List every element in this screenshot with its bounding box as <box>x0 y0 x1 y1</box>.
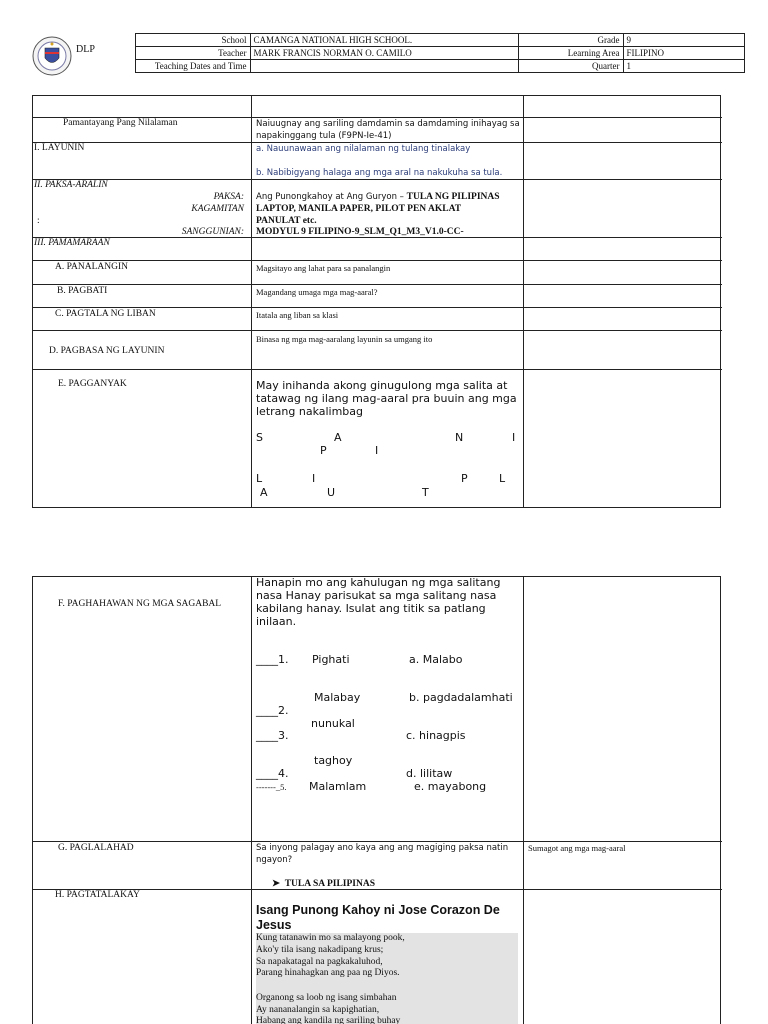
panalangin-label: A. PANALANGIN <box>55 262 129 272</box>
scrambled-letter: I <box>512 431 516 444</box>
poem-line: Ay nananalangin sa kapighatian, <box>256 1005 380 1015</box>
school-value: CAMANGA NATIONAL HIGH SCHOOL. <box>250 34 518 47</box>
kagamitan-label: KAGAMITAN <box>191 204 244 214</box>
row-line <box>32 237 722 238</box>
teacher-value: MARK FRANCIS NORMAN O. CAMILO <box>250 47 518 60</box>
poem-line: Habang ang kandila ng sariling buhay <box>256 1016 401 1024</box>
poem-title-1: Isang Punong Kahoy ni Jose Corazon De <box>256 903 500 917</box>
col-divider-1 <box>251 95 252 508</box>
logo-cell <box>32 34 135 47</box>
pamantayan-text-2: napakinggang tula (F9PN-Ie-41) <box>256 131 392 141</box>
pagganyak-text-2: tatawag ng ilang mag-aaral pra buuin ang mga <box>256 392 517 405</box>
sanggunian-label: SANGGUNIAN: <box>181 227 244 237</box>
layunin-label: I. LAYUNIN <box>34 143 85 153</box>
paglalahad-label: G. PAGLALAHAD <box>58 843 134 853</box>
item-word: Malamlam <box>309 780 367 793</box>
dates-value <box>250 60 518 73</box>
poem-line: Sa napakatagal na pagkakaluhod, <box>256 957 383 967</box>
dlp-label: DLP <box>76 44 95 55</box>
paksa-label: PAKSA: <box>213 192 244 202</box>
row-line <box>32 284 722 285</box>
scrambled-letter: I <box>312 472 316 485</box>
col-divider-2 <box>523 576 524 1024</box>
item-choice: c. hinagpis <box>406 729 466 742</box>
quarter-value: 1 <box>623 60 744 73</box>
kagamitan-1: LAPTOP, MANILA PAPER, PILOT PEN AKLAT <box>256 204 462 214</box>
pagbati-label: B. PAGBATI <box>57 286 108 296</box>
paksa-bold: TULA NG PILIPINAS <box>406 192 500 202</box>
sanggunian-text: MODYUL 9 FILIPINO-9_SLM_Q1_M3_V1.0-CC- <box>256 227 464 237</box>
pagbasa-label: D. PAGBASA NG LAYUNIN <box>49 346 165 356</box>
pamamaraan-label: III. PAMAMARAAN <box>34 238 110 248</box>
paglalahad-bullet-text: TULA SA PILIPINAS <box>284 879 375 889</box>
item-word: Malabay <box>314 691 361 704</box>
item-number: ____2. <box>256 704 289 717</box>
paglalahad-text-1: Sa inyong palagay ano kaya ang ang magiging paksa natin <box>256 843 509 853</box>
kagamitan-2: PANULAT etc. <box>256 216 317 226</box>
pagganyak-text-3: letrang nakalimbag <box>256 405 364 418</box>
scrambled-letter: P <box>461 472 468 485</box>
learning-area-label: Learning Area <box>518 47 623 60</box>
scrambled-letter: L <box>499 472 506 485</box>
scrambled-letter: N <box>455 431 464 444</box>
scrambled-letter: U <box>327 486 336 499</box>
item-word: Pighati <box>312 653 350 666</box>
pagganyak-label: E. PAGGANYAK <box>58 379 127 389</box>
item-choice: b. pagdadalamhati <box>409 691 513 704</box>
pagbasa-text: Binasa ng mga mag-aaralang layunin sa umgang ito <box>256 334 433 344</box>
scrambled-letter: P <box>320 444 327 457</box>
paglalahad-bullet <box>272 878 375 889</box>
row-line <box>32 369 722 370</box>
poem-line: Ako'y tila isang nakadipang krus; <box>256 945 384 955</box>
dates-label: Teaching Dates and Time <box>135 60 250 73</box>
grade-value: 9 <box>623 34 744 47</box>
item-number: ____1. <box>256 653 289 666</box>
item-choice: d. lilitaw <box>406 767 453 780</box>
item-choice: e. mayabong <box>414 780 487 793</box>
pamantayan-text-1: Naiuugnay ang sariling damdamin sa damdaming inihayag sa <box>256 119 520 129</box>
learning-area-value: FILIPINO <box>623 47 744 60</box>
pagbati-text: Magandang umaga mga mag-aaral? <box>256 287 378 297</box>
item-number: ____4. <box>256 767 289 780</box>
pamantayan-label: Pamantayang Pang Nilalaman <box>63 118 178 128</box>
scrambled-letter: S <box>256 431 263 444</box>
col-divider-2 <box>523 95 524 508</box>
row-line <box>32 142 722 143</box>
item-word: taghoy <box>314 754 353 767</box>
row-line <box>32 260 722 261</box>
poem-line: Kung tatanawin mo sa malayong pook, <box>256 933 405 943</box>
pagtala-text: Itatala ang liban sa klasi <box>256 310 339 320</box>
item-number: ____3. <box>256 729 289 742</box>
scrambled-letter: L <box>256 472 263 485</box>
row-line <box>32 179 722 180</box>
poem-line: Organong sa loob ng isang simbahan <box>256 993 397 1003</box>
poem-title-2: Jesus <box>256 918 292 932</box>
paglalahad-response: Sumagot ang mga mag-aaral <box>528 843 626 853</box>
panalangin-text: Magsitayo ang lahat para sa panalangin <box>256 263 391 273</box>
scrambled-letter: A <box>260 486 268 499</box>
item-choice: a. Malabo <box>409 653 463 666</box>
teacher-label: Teacher <box>135 47 250 60</box>
paghahawan-instruction-3: kabilang hanay. Isulat ang titik sa patlang <box>256 602 486 615</box>
row-line <box>32 330 722 331</box>
school-label: School <box>135 34 250 47</box>
quarter-label: Quarter <box>518 60 623 73</box>
row-line <box>32 841 722 842</box>
row-line <box>32 307 722 308</box>
scrambled-letter: I <box>375 444 379 457</box>
logo-cell-2 <box>32 47 135 60</box>
layunin-b: b. Nabibigyang halaga ang mga aral na nakukuha sa tula. <box>256 168 503 178</box>
pagtala-label: C. PAGTALA NG LIBAN <box>55 309 156 319</box>
pagtatalakay-label: H. PAGTATALAKAY <box>55 890 140 900</box>
poem-line: Parang hinahagkan ang paa ng Diyos. <box>256 968 400 978</box>
header-table <box>32 33 745 73</box>
paghahawan-instruction-1: Hanapin mo ang kahulugan ng mga salitang <box>256 576 501 589</box>
layunin-a: a. Nauunawaan ang nilalaman ng tulang tinalakay <box>256 144 471 154</box>
paksa-aralin-label: II. PAKSA-ARALIN <box>34 180 108 190</box>
item-word: nunukal <box>311 717 355 730</box>
paghahawan-instruction-4: inilaan. <box>256 615 297 628</box>
pagganyak-text-1: May inihanda akong ginugulong mga salita at <box>256 379 508 392</box>
paghahawan-label: F. PAGHAHAWAN NG MGA SAGABAL <box>58 599 222 609</box>
arrow-bullet-icon: ➤ <box>272 879 280 889</box>
logo-cell-3 <box>32 60 135 73</box>
grade-label: Grade <box>518 34 623 47</box>
paglalahad-text-2: ngayon? <box>256 855 293 865</box>
col-divider-1 <box>251 576 252 1024</box>
paghahawan-instruction-2: nasa Hanay parisukat sa mga salitang nasa <box>256 589 497 602</box>
paksa-text: Ang Punongkahoy at Ang Guryon – <box>256 192 407 202</box>
kagamitan-colon: : <box>37 216 40 226</box>
scrambled-letter: T <box>422 486 429 499</box>
scrambled-letter: A <box>334 431 342 444</box>
item-number: -------_5. <box>256 782 287 792</box>
